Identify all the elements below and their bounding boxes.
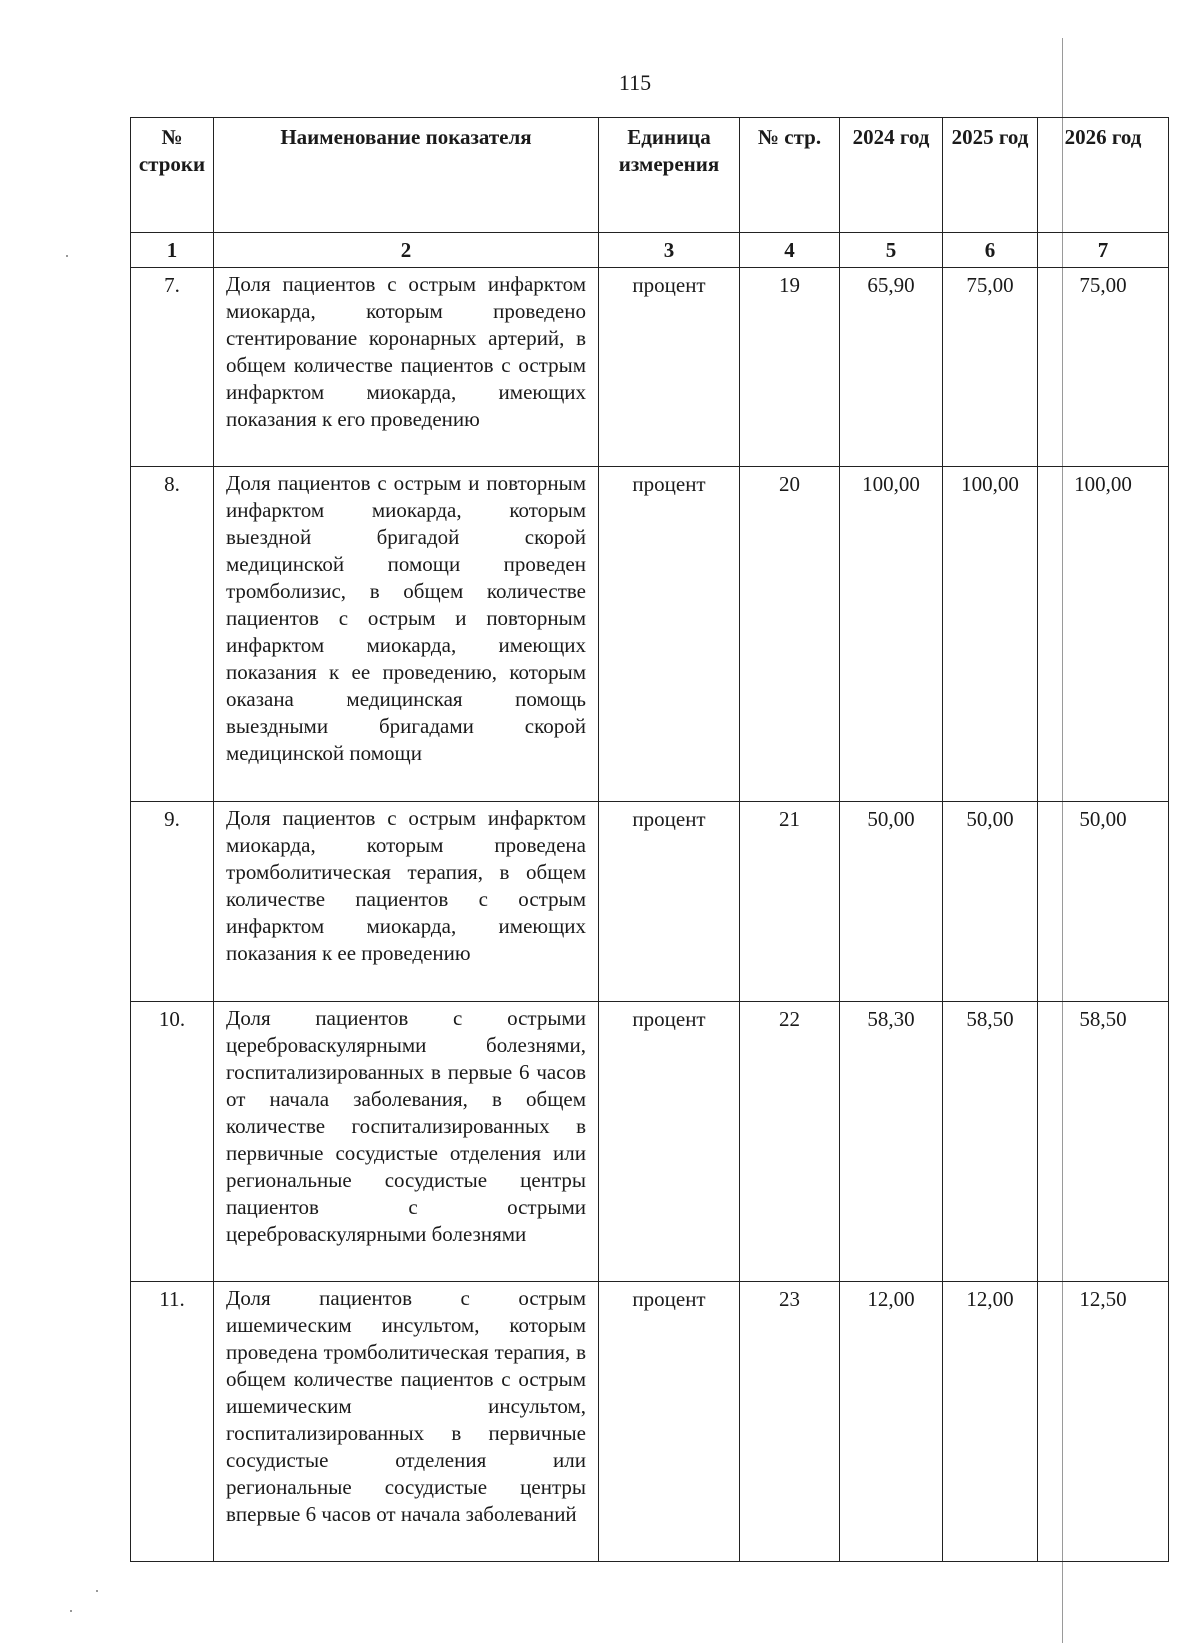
value-2025: 58,50 bbox=[943, 1002, 1038, 1282]
indicator-name: Доля пациентов с острым ишемическим инсультом, которым проведена тромболитическая терапия, в общем количестве пациентов с острым ишемическим инсультом, госпитализированных в первичные сосудистые отделения или региональные сосудистые центры впервые 6 часов от начала заболеваний bbox=[214, 1282, 599, 1562]
unit-cell: процент bbox=[599, 1282, 740, 1562]
value-2026: 75,00 bbox=[1038, 268, 1169, 467]
value-2025: 12,00 bbox=[943, 1282, 1038, 1562]
row-number: 8. bbox=[131, 467, 214, 802]
header-row bbox=[131, 118, 1169, 233]
value-2026: 58,50 bbox=[1038, 1002, 1169, 1282]
scan-speck bbox=[96, 1590, 98, 1592]
value-2026: 50,00 bbox=[1038, 802, 1169, 1002]
column-number: 2 bbox=[214, 233, 599, 268]
column-number-row bbox=[131, 233, 1169, 268]
header-line-number: № стр. bbox=[740, 118, 840, 233]
value-2025: 50,00 bbox=[943, 802, 1038, 1002]
unit-cell: процент bbox=[599, 802, 740, 1002]
scan-speck bbox=[70, 1610, 72, 1612]
header-year-2026: 2026 год bbox=[1038, 118, 1169, 233]
indicator-name: Доля пациентов с острым и повторным инфарктом миокарда, которым выездной бригадой скорой медицинской помощи проведен тромболизис, в общем количестве пациентов с острым и повторным инфарктом миокарда, имеющих показания к ее проведению, которым оказана медицинская помощь выездными бригадами скорой медицинской помощи bbox=[214, 467, 599, 802]
indicators-table bbox=[130, 117, 1169, 1562]
value-2024: 65,90 bbox=[840, 268, 943, 467]
value-2025: 100,00 bbox=[943, 467, 1038, 802]
column-number: 6 bbox=[943, 233, 1038, 268]
row-number: 9. bbox=[131, 802, 214, 1002]
value-2024: 58,30 bbox=[840, 1002, 943, 1282]
value-2024: 50,00 bbox=[840, 802, 943, 1002]
column-number: 1 bbox=[131, 233, 214, 268]
line-number-cell: 19 bbox=[740, 268, 840, 467]
line-number-cell: 21 bbox=[740, 802, 840, 1002]
value-2025: 75,00 bbox=[943, 268, 1038, 467]
indicator-name: Доля пациентов с острыми цереброваскулярными болезнями, госпитализированных в первые 6 часов от начала заболевания, в общем количестве госпитализированных в первичные сосудистые отделения или региональные сосудистые центры пациентов с острыми цереброваскулярными болезнями bbox=[214, 1002, 599, 1282]
line-number-cell: 23 bbox=[740, 1282, 840, 1562]
table-row bbox=[131, 467, 1169, 802]
line-number-cell: 22 bbox=[740, 1002, 840, 1282]
value-2024: 100,00 bbox=[840, 467, 943, 802]
header-year-2024: 2024 год bbox=[840, 118, 943, 233]
line-number-cell: 20 bbox=[740, 467, 840, 802]
row-number: 11. bbox=[131, 1282, 214, 1562]
row-number: 10. bbox=[131, 1002, 214, 1282]
column-number: 4 bbox=[740, 233, 840, 268]
unit-cell: процент bbox=[599, 268, 740, 467]
header-year-2025: 2025 год bbox=[943, 118, 1038, 233]
row-number: 7. bbox=[131, 268, 214, 467]
table-row bbox=[131, 1002, 1169, 1282]
value-2026: 100,00 bbox=[1038, 467, 1169, 802]
table-row bbox=[131, 1282, 1169, 1562]
header-indicator-name: Наименование показателя bbox=[214, 118, 599, 233]
column-number: 7 bbox=[1038, 233, 1169, 268]
page-number: 115 bbox=[618, 70, 652, 95]
indicator-name: Доля пациентов с острым инфарктом миокарда, которым проведена тромболитическая терапия, в общем количестве пациентов с острым инфарктом миокарда, имеющих показания к ее проведению bbox=[214, 802, 599, 1002]
column-number: 5 bbox=[840, 233, 943, 268]
table-row bbox=[131, 802, 1169, 1002]
unit-cell: процент bbox=[599, 1002, 740, 1282]
table-row bbox=[131, 268, 1169, 467]
unit-cell: процент bbox=[599, 467, 740, 802]
value-2026: 12,50 bbox=[1038, 1282, 1169, 1562]
scan-speck bbox=[66, 255, 68, 257]
header-unit: Единица измерения bbox=[599, 118, 740, 233]
header-row-number: № строки bbox=[131, 118, 214, 233]
value-2024: 12,00 bbox=[840, 1282, 943, 1562]
column-number: 3 bbox=[599, 233, 740, 268]
indicator-name: Доля пациентов с острым инфарктом миокарда, которым проведено стентирование коронарных артерий, в общем количестве пациентов с острым инфарктом миокарда, имеющих показания к его проведению bbox=[214, 268, 599, 467]
